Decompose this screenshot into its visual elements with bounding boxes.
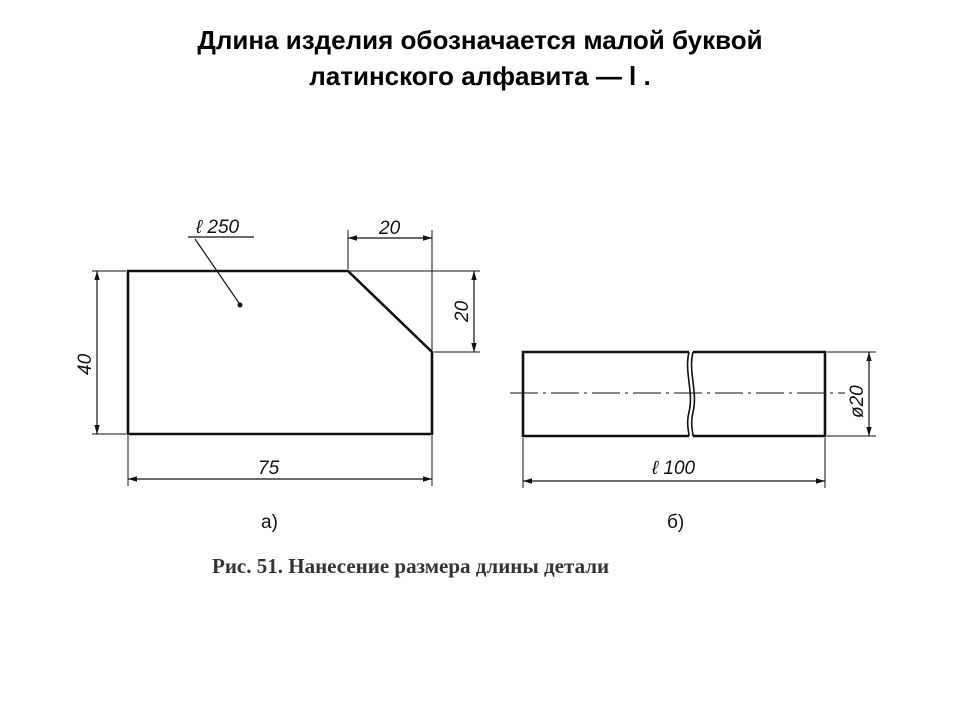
break-line [692,352,695,436]
part-outline-a [128,271,432,434]
leader-dot [238,303,242,307]
height-label: 40 [75,353,96,375]
rod-outline-left [523,352,689,436]
length-label-a: ℓ 250 [196,217,240,238]
chamfer-width-label: 20 [379,218,401,239]
figure-caption: Рис. 51. Нанесение размера длины детали [212,554,610,578]
length-label-b: ℓ 100 [652,458,696,479]
diameter-label: ø20 [847,385,868,418]
figure-a [92,230,480,486]
title-line-2: латинского алфавита — l . [309,61,651,91]
title-line-1: Длина изделия обозначается малой буквой [197,25,763,55]
figure-b-sublabel: б) [667,512,685,533]
chamfer-height-label: 20 [452,300,473,322]
rod-outline-right [693,352,825,436]
width-label: 75 [258,458,280,479]
figure-a-sublabel: а) [261,512,278,533]
break-line [688,352,691,436]
